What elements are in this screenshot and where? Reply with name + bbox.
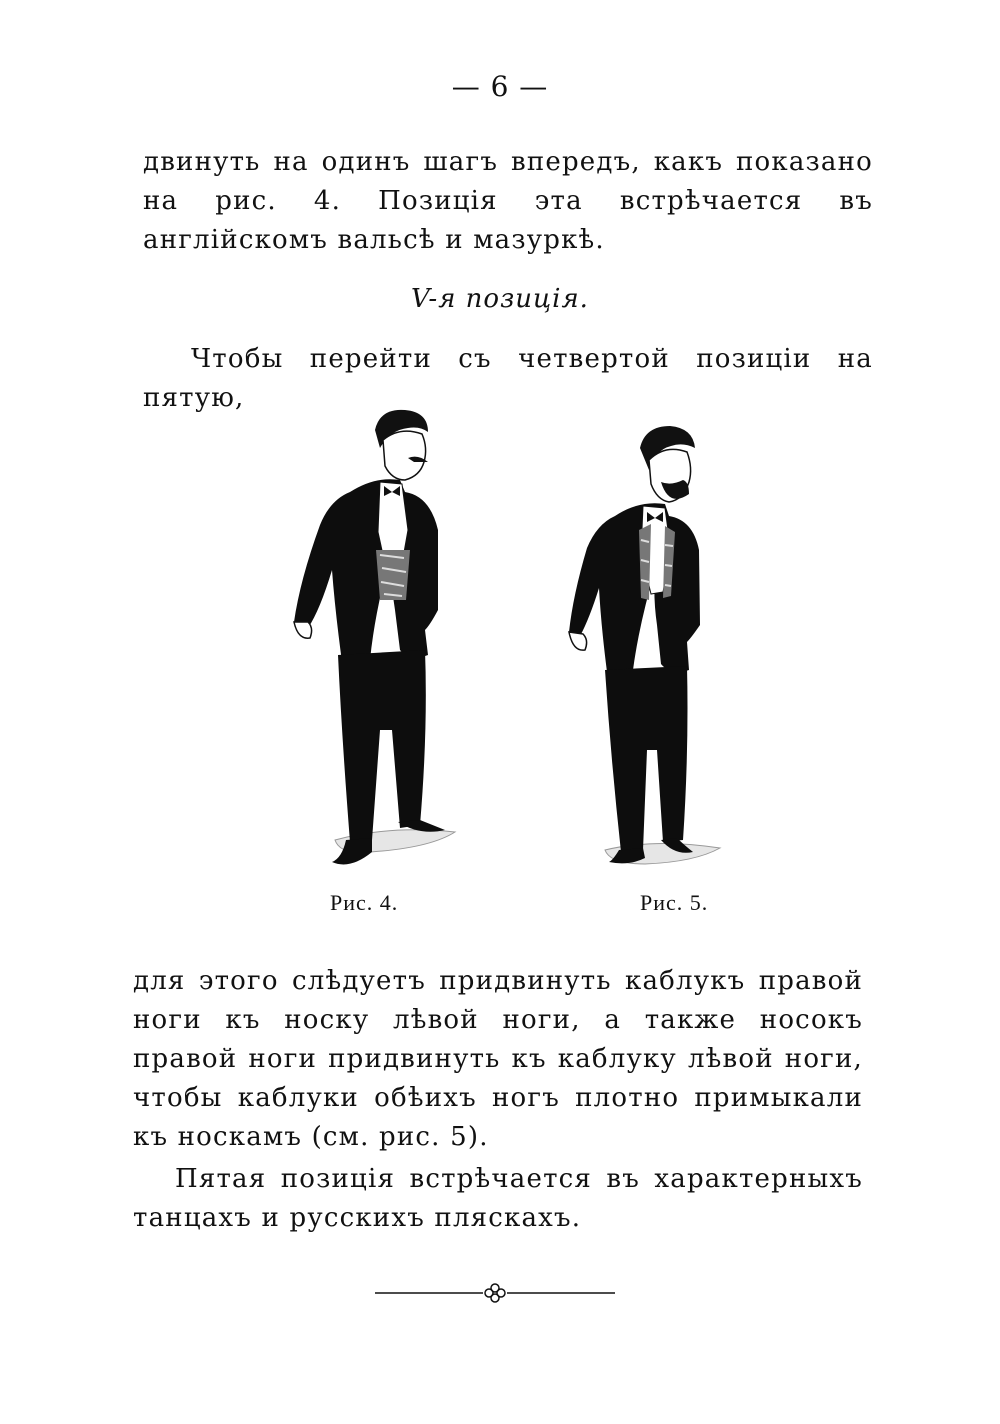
paragraph-closing: Пятая позиція встрѣчается въ характерныхъ танцахъ и русскихъ пляскахъ. xyxy=(133,1164,863,1233)
paragraph-intro: двинуть на одинъ шагъ впередъ, какъ показано на рис. 4. Позиція эта встрѣчается въ англійскомъ вальсѣ и мазуркѣ. xyxy=(143,147,873,255)
paragraph-instructions: для этого слѣдуетъ придвинуть каблукъ правой ноги къ носку лѣвой ноги, а также носокъ правой ноги придвинуть къ каблуку лѣвой ноги, чтобы каблуки обѣихъ ногъ плотно примыкали къ носкамъ (см. рис. 5). xyxy=(133,966,863,1152)
section-heading: V-я позиція. xyxy=(411,284,589,314)
figure-4-caption: Рис. 4. xyxy=(330,890,399,915)
figure-5-caption: Рис. 5. xyxy=(640,890,709,915)
page-number: — 6 — xyxy=(451,70,549,103)
figure-4-illustration xyxy=(280,400,460,885)
figure-5-illustration xyxy=(565,420,730,885)
ornament-divider xyxy=(375,1282,615,1304)
paragraph-transition: Чтобы перейти съ четвертой позиціи на пятую, xyxy=(143,344,873,413)
